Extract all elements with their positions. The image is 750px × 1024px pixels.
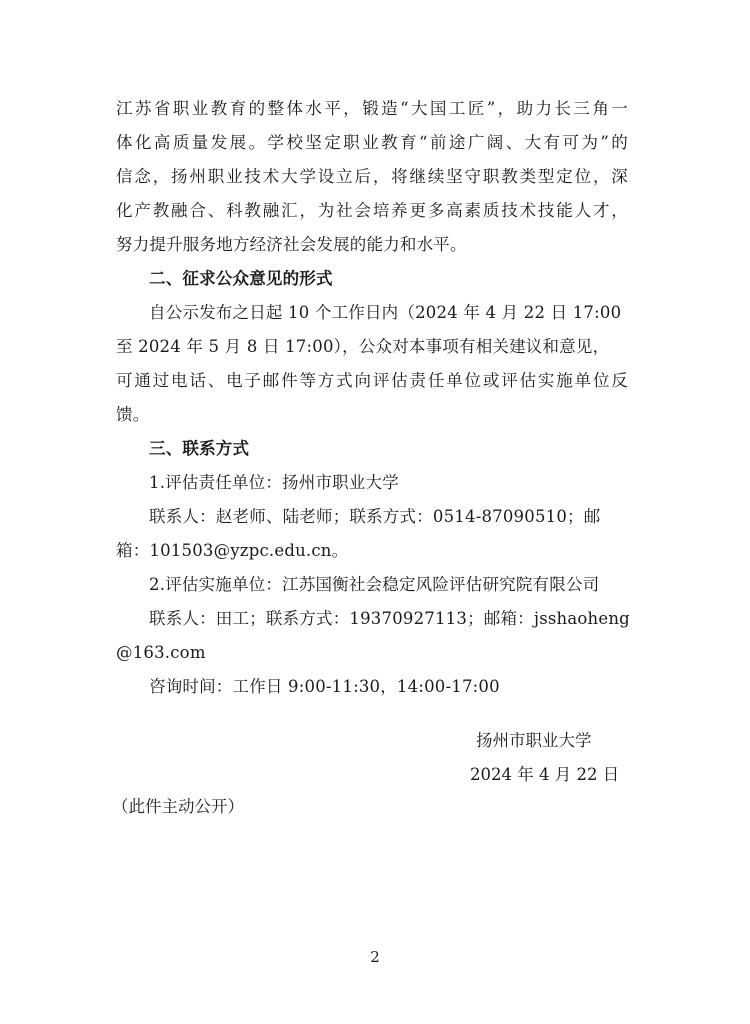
- paragraph-line: 至 2024 年 5 月 8 日 17:00），公众对本事项有相关建议和意见，: [116, 337, 610, 356]
- responsible-unit-email: 箱：101503@yzpc.edu.cn。: [116, 541, 349, 560]
- section-heading-contact: 三、联系方式: [149, 439, 250, 458]
- implementing-unit-title: 2.评估实施单位：江苏国衡社会稳定风险评估研究院有限公司: [149, 575, 600, 594]
- responsible-unit-title: 1.评估责任单位：扬州市职业大学: [149, 473, 399, 492]
- paragraph-line: 可通过电话、电子邮件等方式向评估责任单位或评估实施单位反: [116, 371, 628, 390]
- paragraph-line: 江苏省职业教育的整体水平，锻造“大国工匠”，助力长三角一: [116, 99, 628, 118]
- responsible-unit-contact: 联系人：赵老师、陆老师；联系方式：0514-87090510；邮: [149, 507, 601, 526]
- paragraph-line: 努力提升服务地方经济社会发展的能力和水平。: [116, 235, 467, 254]
- signature-organization: 扬州市职业大学: [476, 731, 592, 750]
- document-body: [116, 92, 628, 704]
- paragraph-line: 体化高质量发展。学校坚定职业教育“前途广阔、大有可为”的: [116, 133, 628, 152]
- paragraph-line: 自公示发布之日起 10 个工作日内（2024 年 4 月 22 日 17:00: [149, 303, 622, 322]
- disclosure-note: （此件主动公开）: [112, 797, 244, 816]
- implementing-unit-contact: 联系人：田工；联系方式：19370927113；邮箱：jsshaoheng: [149, 609, 630, 628]
- paragraph-line: 化产教融合、科教融汇，为社会培养更多高素质技术技能人才，: [116, 201, 628, 220]
- section-heading-feedback-form: 二、征求公众意见的形式: [149, 269, 333, 288]
- signature-date: 2024 年 4 月 22 日: [470, 765, 620, 784]
- paragraph-line: 信念，扬州职业技术大学设立后，将继续坚守职教类型定位，深: [116, 167, 628, 186]
- implementing-unit-email: @163.com: [116, 643, 206, 662]
- paragraph-line: 馈。: [116, 405, 150, 424]
- consultation-hours: 咨询时间：工作日 9:00-11:30，14:00-17:00: [149, 677, 500, 696]
- page-number: 2: [370, 948, 380, 966]
